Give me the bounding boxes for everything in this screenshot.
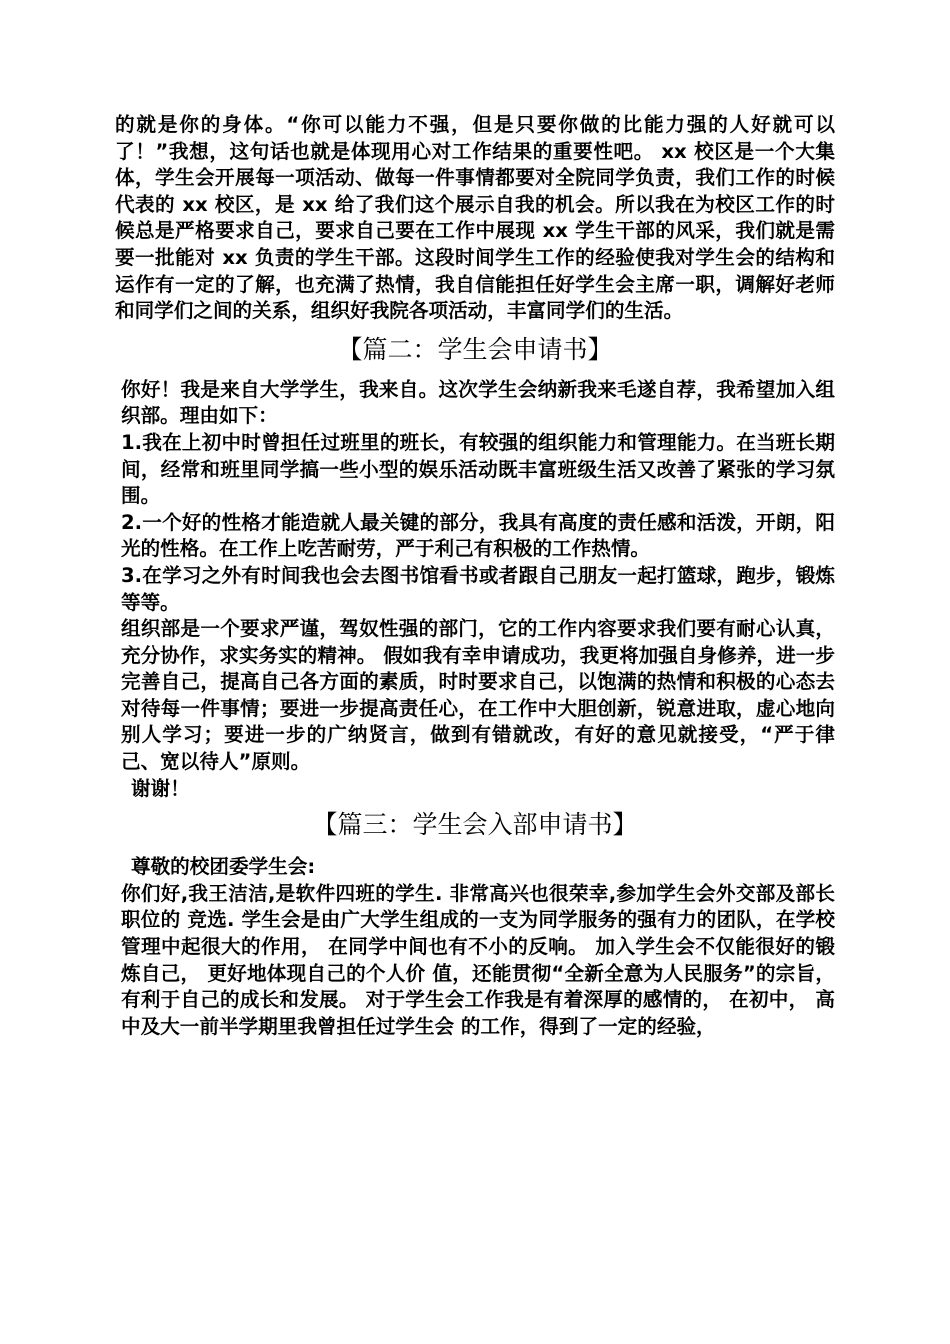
section2-point-2: 2.一个好的性格才能造就人最关键的部分，我具有高度的责任感和活泼，开朗，阳光的性格。在工作上吃苦耐劳，严于利己有积极的工作热情。 (121, 510, 835, 561)
section2-heading: 【篇二：学生会申请书】 (337, 334, 613, 364)
section2-body: 组织部是一个要求严谨，驾奴性强的部门，它的工作内容要求我们要有耐心认真，充分协作，求实务实的精神。 假如我有幸申请成功，我更将加强自身修养，进一步完善自己，提高自己各方面的素质，时时要求自己，以饱满的热情和积极的心态去对待每一件事情；要进一步提高责任心，在工作中大胆创新，锐意进取，虚心地向别人学习；要进一步的广纳贤言，做到有错就改，有好的意见就接受，“严于律己、宽以待人”原则。 (121, 617, 835, 774)
section2-intro: 你好！我是来自大学学生，我来自。这次学生会纳新我来毛遂自荐，我希望加入组织部。理由如下： (121, 377, 835, 428)
section2-point-3: 3.在学习之外有时间我也会去图书馆看书或者跟自己朋友一起打篮球，跑步，锻炼等等。 (121, 563, 835, 614)
section3-heading: 【篇三：学生会入部申请书】 (312, 810, 638, 840)
section1-paragraph: 的就是你的身体。“你可以能力不强，但是只要你做的比能力强的人好就可以了！”我想，这句话也就是体现用心对工作结果的重要性吧。 xx 校区是一个大集体，学生会开展每一项活动、做每一件事情都要对全院同学负责，我们工作的时候代表的 xx 校区，是 xx 给了我们这个展示自我的机会。所以我在为校区工作的时候总是严格要求自己，要求自己要在工作中展现 xx 学生干部的风采，我们就是需要一批能对 xx 负责的学生干部。这段时间学生工作的经验使我对学生会的结构和运作有一定的了解，也充满了热情，我自信能担任好学生会主席一职，调解好老师和同学们之间的关系，组织好我院各项活动，丰富同学们的生活。 (115, 113, 835, 323)
document-page (115, 112, 835, 1040)
section2-thanks: 谢谢！ (131, 776, 190, 800)
section3-body: 你们好,我王洁洁,是软件四班的学生. 非常高兴也很荣幸,参加学生会外交部及部长职位的 竞选. 学生会是由广大学生组成的一支为同学服务的强有力的团队，在学校管理中起很大的作用， 在同学中间也有不小的反响。 加入学生会不仅能很好的锻炼自己， 更好地体现自己的个人价 值，还能贯彻“全新全意为人民服务”的宗旨，有利于自己的成长和发展。 对于学生会工作我是有着深厚的感情的， 在初中， 高中及大一前半学期里我曾担任过学生会 的工作，得到了一定的经验， (121, 881, 835, 1038)
section2-point-1: 1.我在上初中时曾担任过班里的班长，有较强的组织能力和管理能力。在当班长期间，经常和班里同学搞一些小型的娱乐活动既丰富班级生活又改善了紧张的学习氛围。 (121, 430, 835, 508)
section3-salutation: 尊敬的校团委学生会: (131, 855, 316, 879)
